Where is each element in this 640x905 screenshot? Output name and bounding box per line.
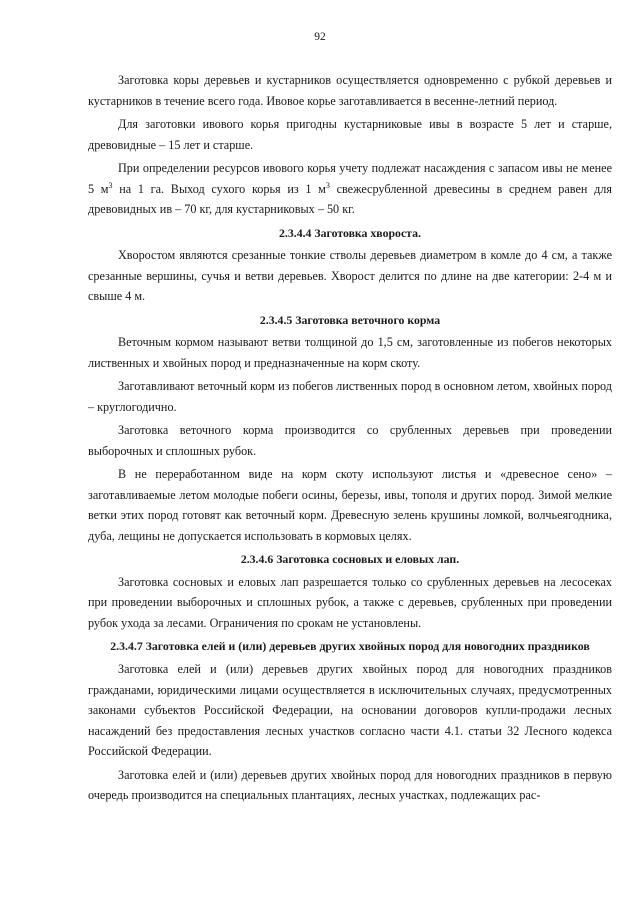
paragraph: Заготовка веточного корма производится со срубленных деревьев при проведении выборочных и сплошных рубок. bbox=[88, 423, 612, 458]
paragraph: Заготавливают веточный корм из побегов лиственных пород в основном летом, хвойных пород – круглогодично. bbox=[88, 379, 612, 414]
paragraph: Веточным кормом называют ветви толщиной до 1,5 см, заготовленные из побегов некоторых лиственных и хвойных пород и предназначенные на корм скоту. bbox=[88, 335, 612, 370]
paragraph: Для заготовки ивового корья пригодны кустарниковые ивы в возрасте 5 лет и старше, древовидные – 15 лет и старше. bbox=[88, 117, 612, 152]
paragraph-text: При определении ресурсов ивового корья учету подлежат насаждения с запасом ивы не менее 5 м bbox=[88, 161, 612, 196]
page-body bbox=[88, 70, 612, 809]
paragraph: В не переработанном виде на корм скоту используют листья и «древесное сено» – заготавливаемые летом молодые побеги осины, березы, ивы, тополя и других пород. Зимой мелкие ветки этих пород готовят как веточный корм. Древесную зелень крушины ломкой, волчьеягодника, дуба, лещины не допускается использовать в кормовых целях. bbox=[88, 467, 612, 543]
superscript: 3 bbox=[325, 180, 330, 190]
paragraph: Заготовка коры деревьев и кустарников осуществляется одновременно с рубкой деревьев и кустарников в течение всего года. Ивовое корье заготавливается в весенне-летний период. bbox=[88, 73, 612, 108]
section-heading: 2.3.4.4 Заготовка хвороста. bbox=[279, 225, 421, 240]
paragraph: Заготовка елей и (или) деревьев других хвойных пород для новогодних праздников гражданами, юридическими лицами осуществляется в исключительных случаях, предусмотренных законами субъектов Российской Федерации, на основании договоров купли-продажи лесных насаждений без предоставления лесных участков согласно части 4.1. статьи 32 Лесного кодекса Российской Федерации. bbox=[88, 662, 612, 758]
paragraph: Хворостом являются срезанные тонкие стволы деревьев диаметром в комле до 4 см, а также срезанные вершины, сучья и ветви деревьев. Хворост делится по длине на две категории: 2-4 м и свыше 4 м. bbox=[88, 248, 612, 303]
paragraph-text: свежесрубленной древесины в среднем равен для древовидных ив – 70 кг, для кустарниковых – 50 кг. bbox=[88, 181, 612, 216]
paragraph: Заготовка елей и (или) деревьев других хвойных пород для новогодних праздников в первую очередь производится на специальных плантациях, лесных участках, подлежащих рас- bbox=[88, 767, 612, 802]
paragraph: Заготовка сосновых и еловых лап разрешается только со срубленных деревьев на лесосеках при проведении выборочных и сплошных рубок, а также с деревьев, срубленных при проведении рубок ухода за лесами. Ограничения по срокам не установлены. bbox=[88, 574, 612, 630]
section-heading: 2.3.4.6 Заготовка сосновых и еловых лап. bbox=[240, 552, 460, 566]
paragraph bbox=[88, 158, 612, 220]
page-number: 92 bbox=[314, 31, 326, 43]
section-heading: 2.3.4.7 Заготовка елей и (или) деревьев других хвойных пород для новогодних праздников bbox=[110, 639, 590, 653]
superscript: 3 bbox=[108, 180, 113, 190]
section-heading: 2.3.4.5 Заготовка веточного корма bbox=[259, 312, 441, 327]
paragraph-text: на 1 га. Выход сухого корья из 1 м bbox=[112, 181, 326, 196]
